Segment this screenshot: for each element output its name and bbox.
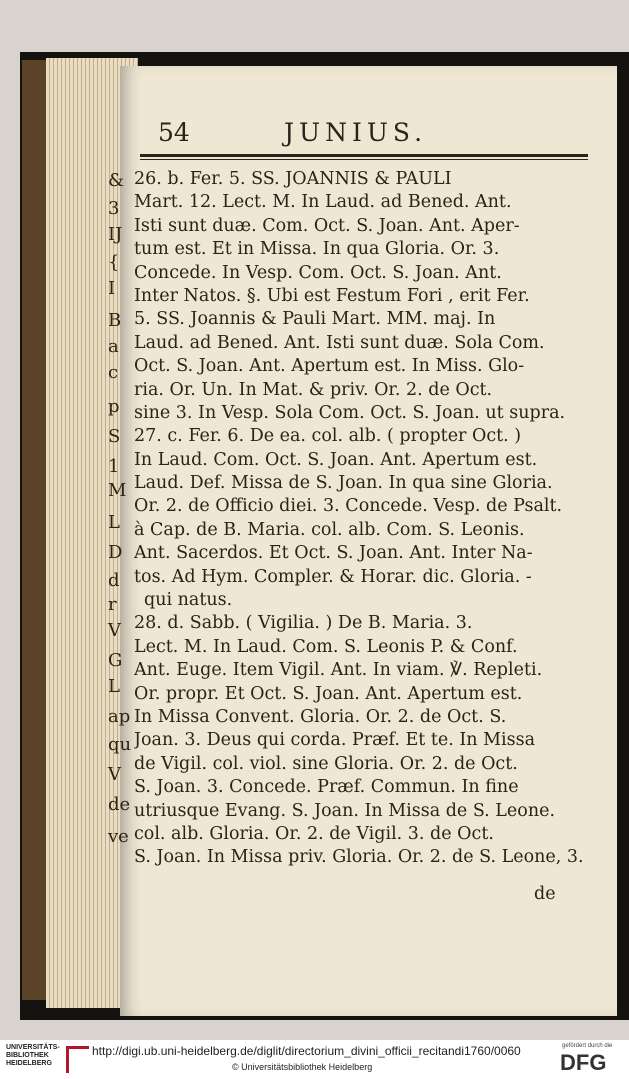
text-line: Laud. ad Bened. Ant. Isti sunt duæ. Sola Com. — [134, 332, 545, 353]
text-line: 28. d. Sabb. ( Vigilia. ) De B. Maria. 3. — [134, 613, 473, 634]
catchword: de — [534, 884, 556, 904]
margin-fragment: r — [108, 594, 117, 615]
page-header — [158, 110, 598, 154]
text-line: Laud. Def. Missa de S. Joan. In qua sine Gloria. — [134, 473, 553, 494]
running-title: JUNIUS. — [284, 118, 428, 147]
margin-fragment: de — [108, 794, 131, 815]
text-line: Oct. S. Joan. Ant. Apertum est. In Miss. Glo- — [134, 356, 525, 377]
margin-fragment: G — [108, 650, 123, 671]
text-line: Ant. Sacerdos. Et Oct. S. Joan. Ant. Inter Na- — [134, 543, 533, 564]
text-line: Or. propr. Et Oct. S. Joan. Ant. Apertum est. — [134, 683, 523, 704]
text-line: Inter Natos. §. Ubi est Festum Fori , erit Fer. — [134, 285, 530, 306]
text-line: Concede. In Vesp. Com. Oct. S. Joan. Ant. — [134, 262, 502, 283]
text-line: col. alb. Gloria. Or. 2. de Vigil. 3. de Oct. — [134, 823, 494, 844]
margin-fragment: 1 — [108, 456, 120, 477]
header-rule — [140, 154, 588, 157]
text-line: tos. Ad Hym. Compler. & Horar. dic. Gloria. - — [134, 566, 532, 587]
text-line: In Missa Convent. Gloria. Or. 2. de Oct. S. — [134, 706, 507, 727]
margin-fragment: IJ — [108, 224, 123, 245]
text-line: qui natus. — [144, 590, 233, 611]
margin-fragment: M — [108, 480, 127, 501]
text-line: à Cap. de B. Maria. col. alb. Com. S. Leonis. — [134, 519, 525, 540]
text-line: Mart. 12. Lect. M. In Laud. ad Bened. Ant. — [134, 192, 512, 213]
margin-fragment: L — [108, 676, 120, 697]
text-line: ria. Or. Un. In Mat. & priv. Or. 2. de Oct. — [134, 379, 493, 400]
margin-fragment: ap — [108, 706, 131, 727]
margin-fragment: d — [108, 570, 120, 591]
text-line: Lect. M. In Laud. Com. S. Leonis P. & Conf. — [134, 636, 518, 657]
source-url[interactable]: http://digi.ub.uni-heidelberg.de/diglit/directorium_divini_officii_recitandi1760/0060 — [92, 1044, 521, 1058]
text-line: utriusque Evang. S. Joan. In Missa de S. Leone. — [134, 800, 556, 821]
text-line: sine 3. In Vesp. Sola Com. Oct. S. Joan. ut supra. — [134, 402, 566, 423]
margin-fragment: V — [108, 764, 121, 785]
margin-fragment: { — [108, 252, 120, 273]
text-line: Or. 2. de Officio diei. 3. Concede. Vesp. de Psalt. — [134, 496, 563, 517]
margin-fragment: V — [108, 620, 121, 641]
margin-fragment: a — [108, 336, 119, 357]
margin-fragment: 3 — [108, 198, 120, 219]
header-rule-thin — [140, 159, 588, 160]
text-line: tum est. Et in Missa. In qua Gloria. Or. 3. — [134, 239, 500, 260]
dfg-logo[interactable]: DFG — [560, 1050, 607, 1075]
text-line: Ant. Euge. Item Vigil. Ant. In viam. ℣. Repleti. — [134, 660, 543, 681]
margin-fragment: L — [108, 512, 120, 533]
text-line: Isti sunt duæ. Com. Oct. S. Joan. Ant. Aper- — [134, 215, 520, 236]
margin-fragment: ve — [108, 826, 129, 847]
margin-fragment: B — [108, 310, 122, 331]
footer-bar — [0, 1040, 629, 1079]
body-text — [134, 168, 586, 870]
copyright-notice: © Universitätsbibliothek Heidelberg — [232, 1062, 373, 1072]
library-logo-icon — [66, 1046, 89, 1073]
text-line: 5. SS. Joannis & Pauli Mart. MM. maj. In — [134, 309, 496, 330]
previous-page-margin — [108, 150, 130, 870]
text-line: 27. c. Fer. 6. De ea. col. alb. ( propter Oct. ) — [134, 426, 522, 447]
margin-fragment: I — [108, 278, 116, 299]
margin-fragment: c — [108, 362, 119, 383]
page-number: 54 — [158, 118, 190, 147]
text-line: Joan. 3. Deus qui corda. Præf. Et te. In Missa — [134, 730, 536, 751]
margin-fragment: & — [108, 170, 125, 191]
text-line: de Vigil. col. viol. sine Gloria. Or. 2. de Oct. — [134, 753, 518, 774]
margin-fragment: qu — [108, 734, 132, 755]
text-line: In Laud. Com. Oct. S. Joan. Ant. Apertum est. — [134, 449, 538, 470]
dfg-caption: gefördert durch die — [562, 1043, 613, 1049]
library-logo-text: UNIVERSITÄTS- BIBLIOTHEK HEIDELBERG — [6, 1044, 60, 1067]
text-line: S. Joan. 3. Concede. Præf. Commun. In fine — [134, 777, 519, 798]
text-line: 26. b. Fer. 5. SS. JOANNIS & PAULI — [134, 169, 452, 189]
margin-fragment: S — [108, 426, 121, 447]
margin-fragment: D — [108, 542, 123, 563]
text-line: S. Joan. In Missa priv. Gloria. Or. 2. de S. Leone, 3. — [134, 847, 584, 868]
margin-fragment: p — [108, 396, 120, 417]
